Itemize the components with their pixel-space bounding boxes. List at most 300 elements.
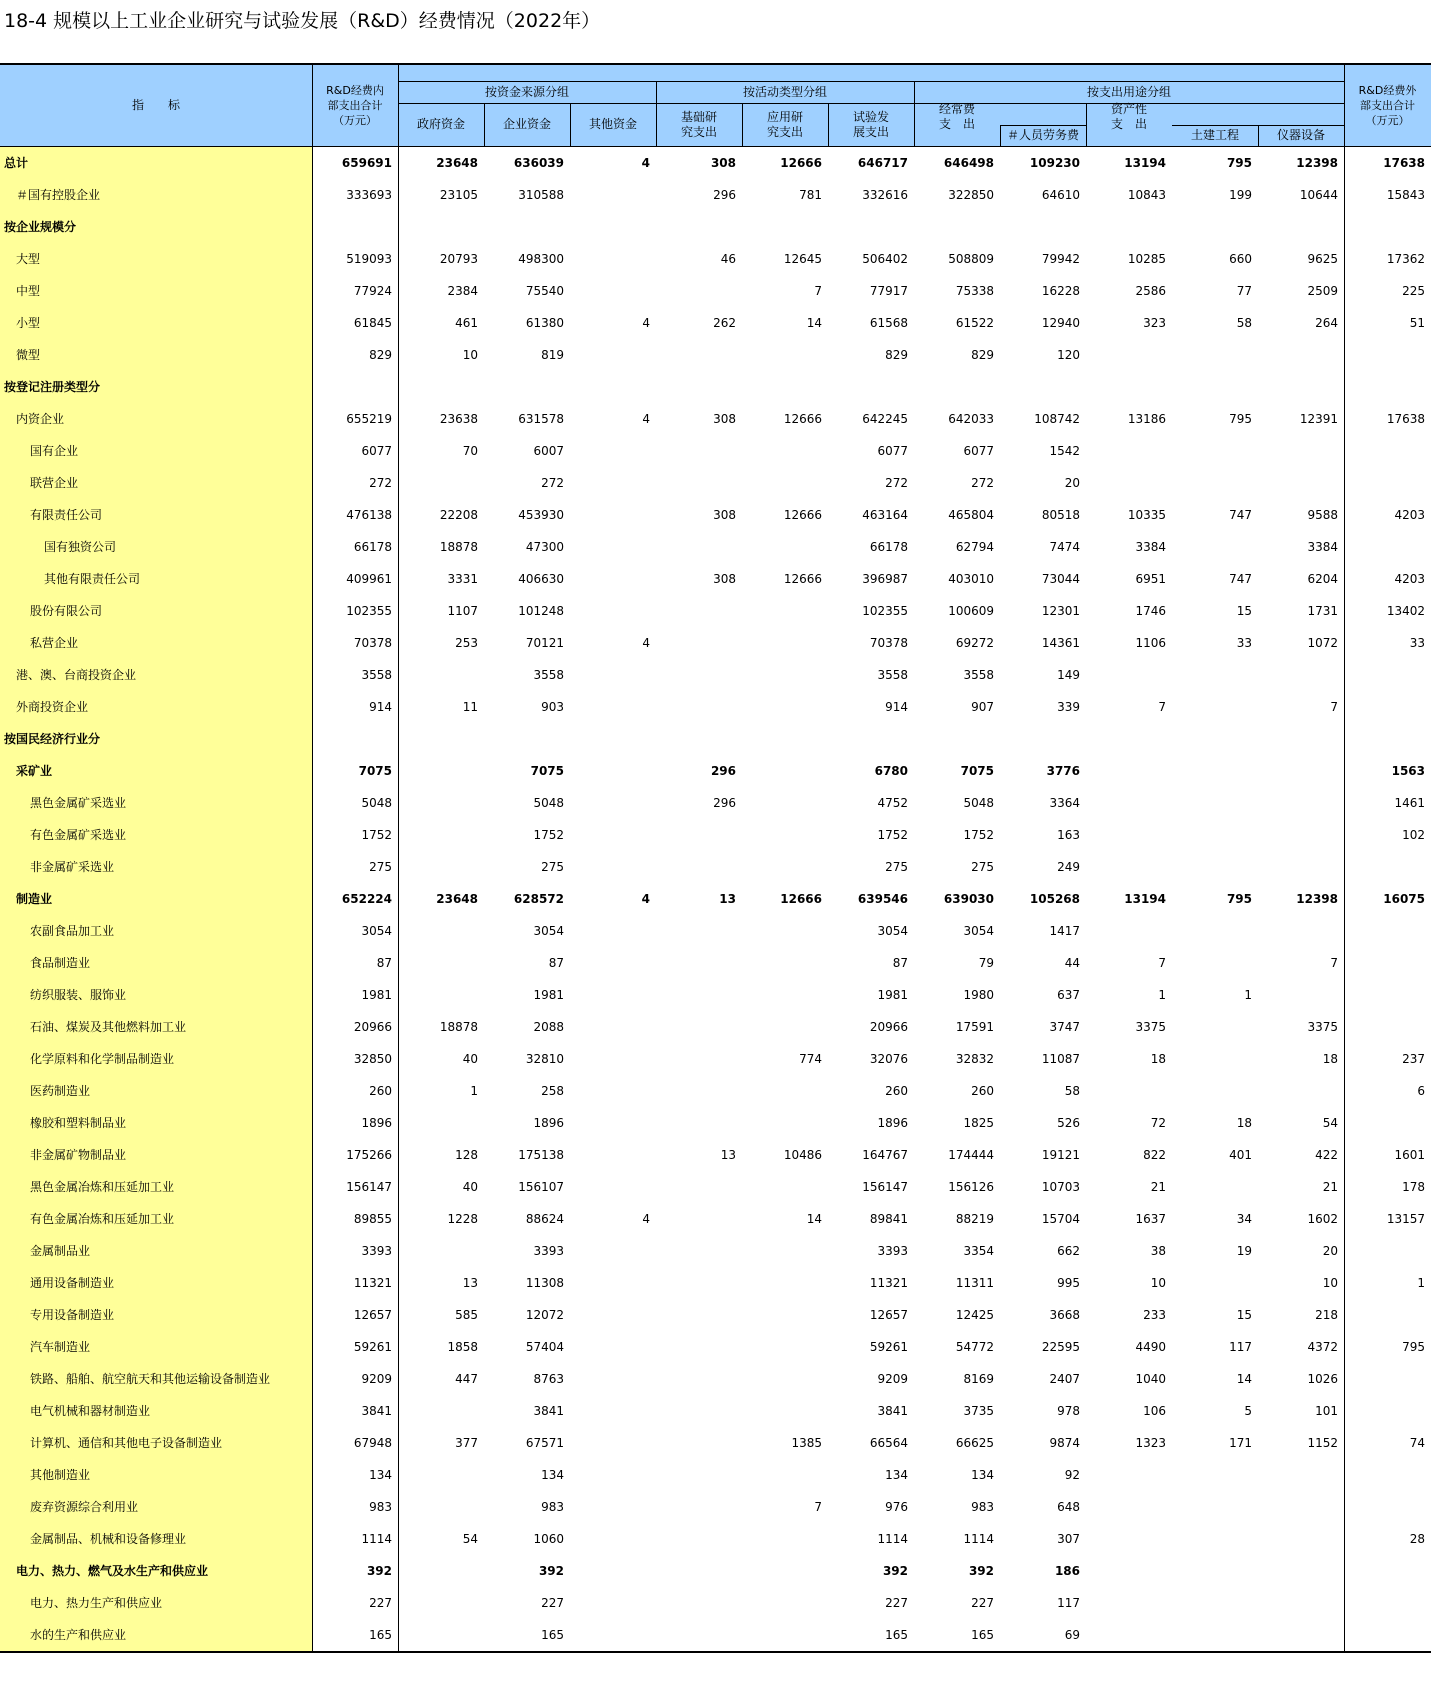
cell-value: 77	[1236, 284, 1252, 298]
cell-value	[1172, 1267, 1258, 1299]
cell-value	[742, 531, 828, 563]
cell-value: 655219	[346, 412, 392, 426]
cell-value	[742, 659, 828, 691]
cell-value: 1040	[1135, 1372, 1166, 1386]
cell-value: 983	[369, 1500, 392, 1514]
cell-value: 1152	[1307, 1436, 1338, 1450]
cell-value: 105268	[1029, 892, 1080, 906]
table-row	[0, 659, 1431, 691]
cell-value	[1258, 467, 1344, 499]
cell-value: 1896	[533, 1116, 564, 1130]
cell-value: 18878	[439, 1020, 478, 1034]
cell-value	[398, 787, 484, 819]
cell-value: 1461	[1394, 796, 1425, 810]
cell-value: 3841	[533, 1404, 564, 1418]
cell-value: 12425	[955, 1308, 994, 1322]
header-group-activity: 按活动类型分组	[742, 84, 827, 99]
cell-value: 1752	[533, 828, 564, 842]
header-routine-expense: 经常费 支 出	[938, 101, 975, 131]
cell-value: 12666	[780, 892, 822, 906]
table-row	[0, 787, 1431, 819]
cell-value: 322850	[948, 188, 994, 202]
cell-value: 3558	[533, 668, 564, 682]
cell-value: 662	[1057, 1244, 1080, 1258]
cell-value: 15	[1236, 1308, 1252, 1322]
cell-value	[570, 819, 656, 851]
row-label: 内资企业	[16, 412, 65, 426]
cell-value: 225	[1402, 284, 1425, 298]
cell-value	[742, 1619, 828, 1651]
header-other-funds: 其他资金	[588, 117, 637, 131]
cell-value: 332616	[862, 188, 908, 202]
cell-value	[570, 979, 656, 1011]
cell-value: 1601	[1394, 1148, 1425, 1162]
cell-value: 5048	[533, 796, 564, 810]
row-label: 其他制造业	[30, 1468, 91, 1482]
cell-value: 38	[1150, 1244, 1166, 1258]
cell-value	[742, 1331, 828, 1363]
cell-value: 89841	[869, 1212, 908, 1226]
cell-value: 100609	[948, 604, 994, 618]
cell-value: 32810	[525, 1052, 564, 1066]
cell-value: 636039	[513, 156, 564, 170]
cell-value: 296	[713, 188, 736, 202]
cell-value: 6	[1417, 1084, 1425, 1098]
rd-expenditure-table	[0, 63, 1431, 1651]
cell-value: 465804	[948, 508, 994, 522]
cell-value: 69	[1064, 1628, 1080, 1642]
cell-value: 28	[1409, 1532, 1425, 1546]
cell-value	[398, 755, 484, 787]
cell-value	[1258, 979, 1344, 1011]
cell-value: 16075	[1383, 892, 1425, 906]
table-row	[0, 1395, 1431, 1427]
cell-value: 406630	[518, 572, 564, 586]
cell-value	[656, 979, 742, 1011]
cell-value	[570, 435, 656, 467]
header-labor-cost: ＃人员劳务费	[1006, 128, 1079, 142]
cell-value: 12657	[869, 1308, 908, 1322]
cell-value: 308	[713, 412, 736, 426]
cell-value: 1752	[361, 828, 392, 842]
cell-value: 1114	[361, 1532, 392, 1546]
table-row	[0, 275, 1431, 307]
row-label: 有色金属冶炼和压延加工业	[30, 1212, 175, 1226]
cell-value: 134	[971, 1468, 994, 1482]
cell-value	[398, 947, 484, 979]
cell-value: 77917	[869, 284, 908, 298]
cell-value	[1344, 1491, 1431, 1523]
cell-value: 134	[369, 1468, 392, 1482]
cell-value: 3393	[877, 1244, 908, 1258]
table-row	[0, 211, 1431, 243]
cell-value: 260	[885, 1084, 908, 1098]
cell-value: 186	[1054, 1564, 1080, 1578]
cell-value	[1086, 1523, 1172, 1555]
cell-value: 308	[713, 508, 736, 522]
cell-value: 9209	[361, 1372, 392, 1386]
row-label: 石油、煤炭及其他燃料加工业	[30, 1020, 187, 1034]
cell-value: 401	[1229, 1148, 1252, 1162]
cell-value: 61522	[955, 316, 994, 330]
cell-value: 218	[1315, 1308, 1338, 1322]
cell-value: 12940	[1041, 316, 1080, 330]
cell-value: 333693	[346, 188, 392, 202]
cell-value	[570, 1555, 656, 1587]
cell-value: 61568	[869, 316, 908, 330]
table-row	[0, 1555, 1431, 1587]
cell-value	[1086, 723, 1172, 755]
row-label: 电力、热力生产和供应业	[30, 1596, 163, 1610]
cell-value	[1344, 659, 1431, 691]
cell-value: 463164	[862, 508, 908, 522]
cell-value: 4	[641, 156, 650, 170]
table-row	[0, 403, 1431, 435]
cell-value: 1417	[1049, 924, 1080, 938]
cell-value	[656, 1427, 742, 1459]
cell-value	[398, 915, 484, 947]
cell-value: 88219	[955, 1212, 994, 1226]
cell-value	[656, 627, 742, 659]
cell-value: 20	[1064, 476, 1080, 490]
cell-value	[570, 915, 656, 947]
cell-value: 12301	[1041, 604, 1080, 618]
row-label: 采矿业	[16, 764, 53, 778]
cell-value	[1258, 1555, 1344, 1587]
cell-value: 101248	[518, 604, 564, 618]
table-row	[0, 243, 1431, 275]
cell-value	[570, 1267, 656, 1299]
cell-value: 14	[1236, 1372, 1252, 1386]
cell-value: 1731	[1307, 604, 1338, 618]
cell-value: 3054	[361, 924, 392, 938]
cell-value: 10843	[1127, 188, 1166, 202]
cell-value	[656, 275, 742, 307]
cell-value: 12398	[1296, 892, 1338, 906]
cell-value	[398, 1235, 484, 1267]
cell-value	[656, 1555, 742, 1587]
cell-value: 15843	[1386, 188, 1425, 202]
cell-value: 47300	[525, 540, 564, 554]
cell-value: 4752	[877, 796, 908, 810]
cell-value: 1896	[361, 1116, 392, 1130]
cell-value	[570, 1299, 656, 1331]
table-row	[0, 1331, 1431, 1363]
cell-value	[570, 243, 656, 275]
cell-value	[484, 371, 570, 403]
cell-value	[656, 595, 742, 627]
header-applied-research: 应用研 究支出	[766, 109, 803, 139]
cell-value	[1086, 915, 1172, 947]
cell-value: 631578	[518, 412, 564, 426]
cell-value	[656, 723, 742, 755]
cell-value	[656, 915, 742, 947]
cell-value: 1981	[533, 988, 564, 1002]
cell-value: 453930	[518, 508, 564, 522]
table-row	[0, 1011, 1431, 1043]
cell-value	[1344, 1107, 1431, 1139]
cell-value	[1086, 339, 1172, 371]
cell-value: 1542	[1049, 444, 1080, 458]
cell-value: 79942	[1041, 252, 1080, 266]
cell-value	[570, 179, 656, 211]
cell-value	[570, 275, 656, 307]
cell-value	[742, 787, 828, 819]
cell-value	[1172, 1011, 1258, 1043]
cell-value: 69272	[955, 636, 994, 650]
cell-value: 4	[642, 316, 650, 330]
cell-value: 774	[799, 1052, 822, 1066]
header-indicator: 指 标	[131, 98, 180, 112]
cell-value: 307	[1057, 1532, 1080, 1546]
cell-value: 10	[1150, 1276, 1166, 1290]
cell-value	[1086, 1587, 1172, 1619]
cell-value	[1344, 1011, 1431, 1043]
cell-value	[570, 467, 656, 499]
cell-value	[742, 435, 828, 467]
table-row	[0, 531, 1431, 563]
cell-value	[656, 819, 742, 851]
table-row	[0, 819, 1431, 851]
cell-value: 976	[885, 1500, 908, 1514]
cell-value	[1344, 691, 1431, 723]
table-row	[0, 1267, 1431, 1299]
cell-value	[312, 723, 398, 755]
cell-value: 10335	[1127, 508, 1166, 522]
cell-value: 7	[814, 1500, 822, 1514]
cell-value	[1258, 1619, 1344, 1651]
cell-value: 70378	[869, 636, 908, 650]
cell-value: 4203	[1394, 508, 1425, 522]
cell-value: 11321	[353, 1276, 392, 1290]
header-enterprise-funds: 企业资金	[502, 117, 551, 131]
cell-value: 20966	[353, 1020, 392, 1034]
cell-value	[312, 211, 398, 243]
cell-value: 134	[885, 1468, 908, 1482]
cell-value: 23105	[439, 188, 478, 202]
cell-value: 9625	[1307, 252, 1338, 266]
cell-value: 74	[1409, 1436, 1425, 1450]
cell-value	[742, 947, 828, 979]
row-label: 微型	[16, 348, 41, 362]
cell-value	[1258, 659, 1344, 691]
cell-value	[742, 1267, 828, 1299]
cell-value: 2088	[533, 1020, 564, 1034]
cell-value: 7075	[358, 764, 392, 778]
cell-value: 14361	[1041, 636, 1080, 650]
cell-value	[570, 723, 656, 755]
cell-value: 4	[642, 636, 650, 650]
cell-value: 447	[455, 1372, 478, 1386]
cell-value: 14	[806, 316, 822, 330]
row-label: 中型	[16, 284, 41, 298]
cell-value: 134	[541, 1468, 564, 1482]
row-label: 通用设备制造业	[30, 1276, 115, 1290]
cell-value: 80518	[1041, 508, 1080, 522]
cell-value	[1172, 659, 1258, 691]
cell-value: 2384	[447, 284, 478, 298]
cell-value	[570, 1331, 656, 1363]
cell-value	[656, 467, 742, 499]
cell-value: 519093	[346, 252, 392, 266]
cell-value: 4	[641, 892, 650, 906]
cell-value: 648	[1057, 1500, 1080, 1514]
cell-value: 1746	[1135, 604, 1166, 618]
cell-value: 32832	[955, 1052, 994, 1066]
cell-value	[1344, 531, 1431, 563]
cell-value: 70378	[353, 636, 392, 650]
cell-value	[1086, 851, 1172, 883]
cell-value: 64610	[1041, 188, 1080, 202]
cell-value: 260	[369, 1084, 392, 1098]
cell-value: 7	[1330, 700, 1338, 714]
table-row	[0, 563, 1431, 595]
cell-value	[742, 1235, 828, 1267]
cell-value	[570, 1075, 656, 1107]
cell-value: 2407	[1049, 1372, 1080, 1386]
cell-value: 660	[1229, 252, 1252, 266]
cell-value: 3384	[1135, 540, 1166, 554]
cell-value: 61845	[353, 316, 392, 330]
cell-value	[1258, 339, 1344, 371]
cell-value: 13157	[1386, 1212, 1425, 1226]
cell-value	[742, 979, 828, 1011]
cell-value: 102355	[346, 604, 392, 618]
cell-value	[1258, 435, 1344, 467]
cell-value: 646717	[857, 156, 908, 170]
cell-value: 3558	[877, 668, 908, 682]
cell-value: 272	[369, 476, 392, 490]
table-row	[0, 307, 1431, 339]
row-label: 非金属矿物制品业	[30, 1148, 127, 1162]
cell-value: 17591	[955, 1020, 994, 1034]
cell-value	[1258, 851, 1344, 883]
header-group-source: 按资金来源分组	[484, 84, 569, 99]
cell-value: 476138	[346, 508, 392, 522]
cell-value	[1344, 1363, 1431, 1395]
cell-value	[1344, 1459, 1431, 1491]
cell-value: 392	[968, 1564, 994, 1578]
cell-value	[1258, 787, 1344, 819]
cell-value: 275	[971, 860, 994, 874]
table-row	[0, 1427, 1431, 1459]
cell-value: 323	[1143, 316, 1166, 330]
cell-value: 5048	[963, 796, 994, 810]
row-label: 水的生产和供应业	[30, 1628, 127, 1642]
cell-value: 4	[642, 412, 650, 426]
cell-value	[398, 659, 484, 691]
cell-value: 156147	[862, 1180, 908, 1194]
cell-value: 165	[885, 1628, 908, 1642]
cell-value: 17638	[1386, 412, 1425, 426]
row-label: 黑色金属矿采选业	[30, 796, 127, 810]
cell-value: 58	[1064, 1084, 1080, 1098]
cell-value: 20793	[439, 252, 478, 266]
cell-value	[1344, 211, 1431, 243]
cell-value	[398, 1587, 484, 1619]
cell-value: 1	[470, 1084, 478, 1098]
row-label: 按登记注册类型分	[4, 380, 101, 394]
cell-value: 392	[882, 1564, 908, 1578]
cell-value: 237	[1402, 1052, 1425, 1066]
cell-value: 73044	[1041, 572, 1080, 586]
cell-value	[1172, 691, 1258, 723]
cell-value	[398, 467, 484, 499]
cell-value	[1344, 947, 1431, 979]
row-label: 制造业	[16, 892, 53, 906]
cell-value: 260	[971, 1084, 994, 1098]
cell-value: 175266	[346, 1148, 392, 1162]
table-header	[0, 63, 1431, 147]
cell-value	[570, 1491, 656, 1523]
cell-value: 526	[1057, 1116, 1080, 1130]
cell-value: 175138	[518, 1148, 564, 1162]
header-basic-research: 基础研 究支出	[680, 109, 717, 139]
row-label: 农副食品加工业	[30, 924, 115, 938]
row-label: 按国民经济行业分	[4, 732, 101, 746]
cell-value	[1172, 1043, 1258, 1075]
row-label: 金属制品、机械和设备修理业	[30, 1532, 187, 1546]
cell-value: 14	[806, 1212, 822, 1226]
cell-value: 2586	[1135, 284, 1166, 298]
cell-value: 310588	[518, 188, 564, 202]
cell-value: 1323	[1135, 1436, 1166, 1450]
cell-value	[1086, 1075, 1172, 1107]
cell-value	[1258, 1075, 1344, 1107]
cell-value	[1344, 1235, 1431, 1267]
cell-value: 66178	[869, 540, 908, 554]
cell-value: 3375	[1307, 1020, 1338, 1034]
cell-value: 3841	[877, 1404, 908, 1418]
cell-value	[914, 723, 1000, 755]
cell-value	[656, 1459, 742, 1491]
row-label: 私营企业	[30, 636, 79, 650]
row-label: 非金属矿采选业	[30, 860, 115, 874]
cell-value: 258	[541, 1084, 564, 1098]
cell-value	[1258, 1587, 1344, 1619]
cell-value: 23648	[436, 156, 478, 170]
row-label: 专用设备制造业	[30, 1308, 115, 1322]
cell-value	[398, 723, 484, 755]
cell-value	[742, 627, 828, 659]
cell-value	[656, 371, 742, 403]
cell-value: 642033	[948, 412, 994, 426]
cell-value: 3558	[361, 668, 392, 682]
cell-value: 1	[1158, 988, 1166, 1002]
cell-value	[570, 691, 656, 723]
cell-value	[398, 819, 484, 851]
cell-value: 199	[1229, 188, 1252, 202]
cell-value	[828, 211, 914, 243]
table-row	[0, 435, 1431, 467]
cell-value: 4	[642, 1212, 650, 1226]
cell-value	[1086, 755, 1172, 787]
cell-value	[656, 1491, 742, 1523]
table-row	[0, 1139, 1431, 1171]
cell-value: 88624	[525, 1212, 564, 1226]
cell-value: 275	[369, 860, 392, 874]
cell-value: 978	[1057, 1404, 1080, 1418]
cell-value	[914, 371, 1000, 403]
cell-value	[398, 211, 484, 243]
cell-value	[1344, 339, 1431, 371]
cell-value: 13186	[1127, 412, 1166, 426]
cell-value	[570, 1459, 656, 1491]
cell-value	[1172, 819, 1258, 851]
row-label: 总计	[4, 156, 29, 170]
cell-value	[312, 371, 398, 403]
cell-value	[1344, 1395, 1431, 1427]
